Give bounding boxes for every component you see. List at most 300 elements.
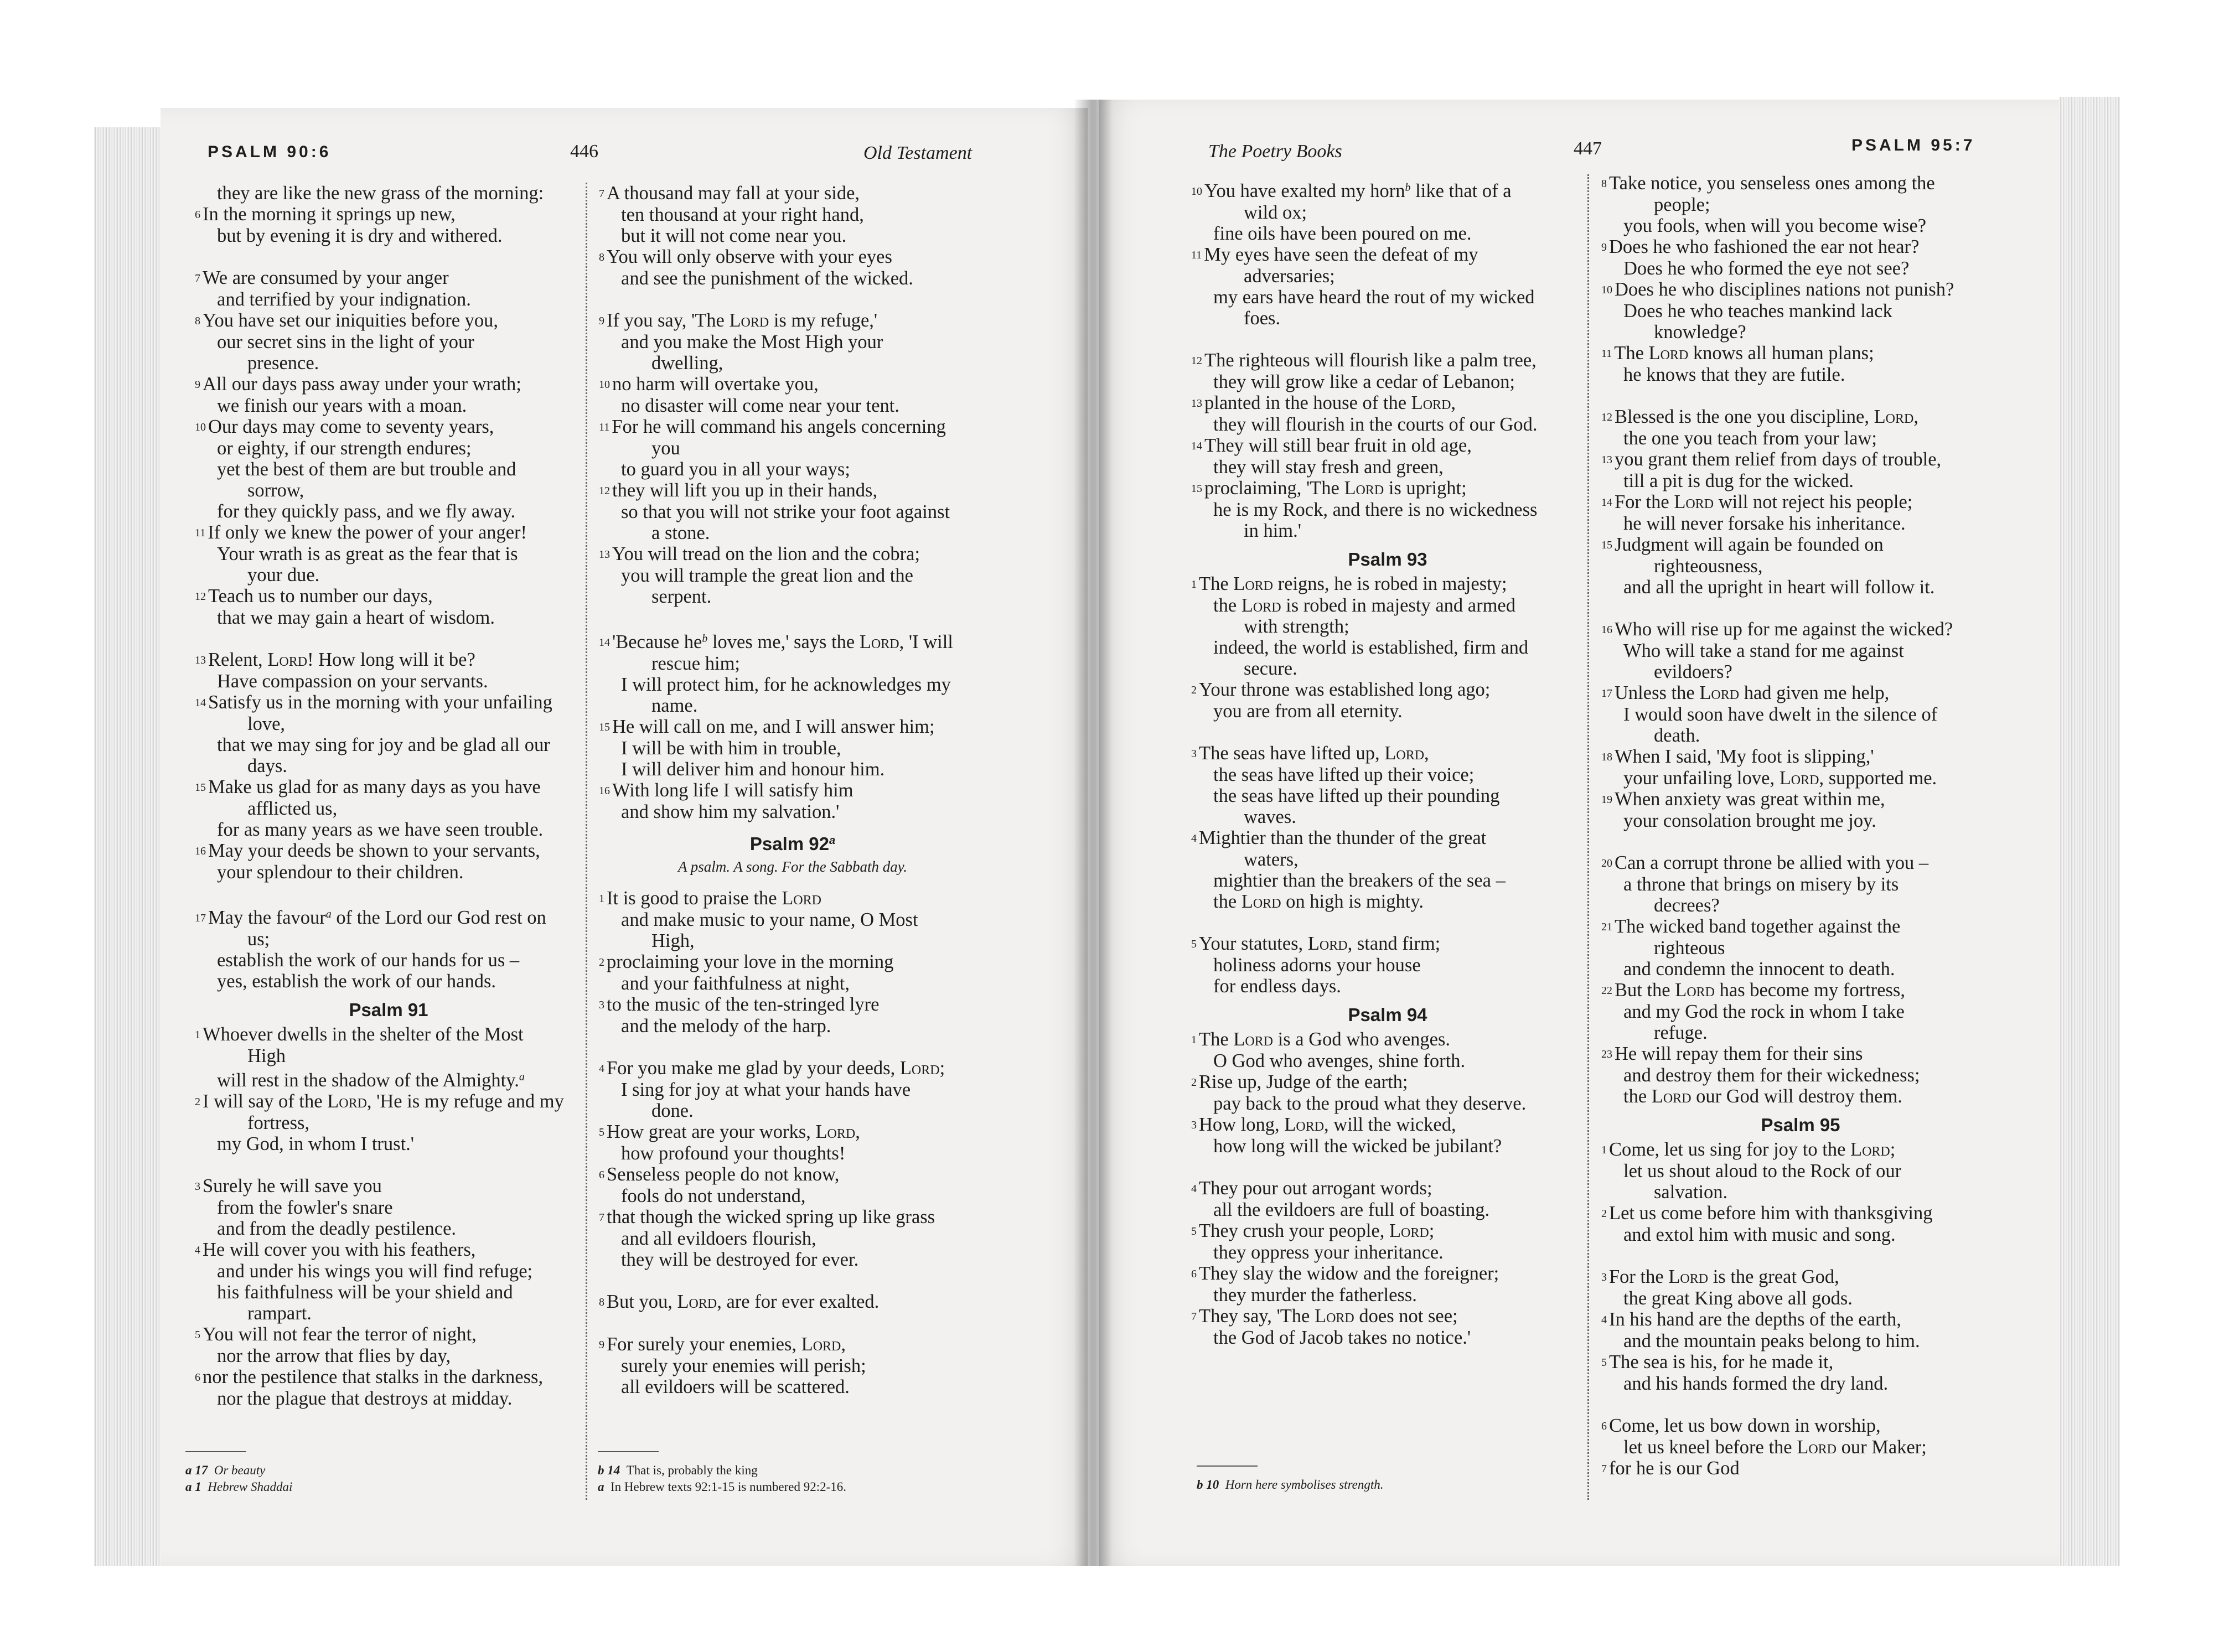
verse-line [1191,392,1584,414]
verse-line [195,565,582,586]
verse-line [1191,1199,1584,1220]
verse-line [1601,661,2000,682]
verse-line [195,332,582,353]
verse-line [1191,457,1584,478]
verse-line [195,713,582,734]
verse-text: they will flourish in the courts of our God. [1213,414,1538,435]
verse-line [599,1185,986,1206]
verse-text: and extol him with music and song. [1623,1224,1896,1245]
verse-text: I will deliver him and honour him. [621,759,885,780]
verse-number: 17 [195,912,206,924]
divine-name: Lord [1648,343,1689,364]
verse-text: He will cover you with his feathers, [203,1239,476,1260]
verse-line [1191,1071,1584,1093]
verse-text: a stone. [651,522,710,543]
verse-line [599,204,986,225]
verse-line [1191,478,1584,499]
verse-text: my God, in whom I trust.' [217,1133,415,1154]
divine-name: Lord [1307,933,1348,954]
verse-text: to the music of the ten-stringed lyre [607,994,880,1015]
verse-line [599,951,986,973]
verse-line [1191,1327,1584,1348]
verse-text: My eyes have seen the defeat of my [1204,244,1478,265]
verse-text: your due. [247,565,320,586]
verse-text: O God who avenges, shine forth. [1213,1050,1466,1071]
verse-text: for endless days. [1213,976,1341,997]
footnote-marker: a [829,835,836,847]
verse-text: mightier than the breakers of the sea – [1213,870,1506,891]
divine-name: Lord [729,310,769,331]
verse-line [195,289,582,310]
footnote-marker: b [702,633,708,645]
divine-name: Lord [1411,392,1451,413]
verse-number: 8 [599,251,604,263]
divine-name: Lord [1874,406,1914,427]
verse-line [1191,414,1584,435]
verse-line [195,840,582,862]
verse-line [599,888,986,909]
verse-text: your unfailing love, Lord, supported me. [1623,768,1937,789]
verse-number: 6 [1601,1420,1607,1432]
verse-text: Does he who fashioned the ear not hear? [1609,236,1920,257]
stanza-break [195,883,582,904]
verse-text: I sing for joy at what your hands have [621,1079,911,1100]
verse-text: It is good to praise the Lord [607,888,821,909]
verse-line [195,225,582,246]
verse-line [599,801,986,822]
verse-line [1601,1182,2000,1203]
divine-name: Lord [1389,1220,1429,1241]
verse-line [1191,350,1584,371]
verse-line [195,1024,582,1045]
verse-text: For the Lord will not reject his people; [1615,491,1913,512]
verse-text: for he is our God [1609,1458,1740,1479]
verse-text: the seas have lifted up their voice; [1213,764,1475,785]
right-page-column-2 [1601,173,2000,1479]
verse-number: 5 [1601,1356,1607,1369]
verse-text: they murder the fatherless. [1213,1285,1417,1306]
verse-number: 12 [195,591,206,603]
verse-number: 15 [195,781,206,794]
verse-line [599,1058,986,1079]
verse-text: fools do not understand, [621,1185,806,1206]
verse-text: For you make me glad by your deeds, Lord; [607,1058,945,1079]
stanza-break [1191,329,1584,350]
verse-text: Your statutes, Lord, stand firm; [1199,933,1441,954]
verse-number: 12 [1601,411,1612,423]
verse-text: You will not fear the terror of night, [203,1324,477,1345]
verse-number: 3 [599,999,604,1011]
verse-line [1191,223,1584,244]
verse-text: for they quickly pass, and we fly away. [217,501,516,522]
footnote-text: That is, probably the king [626,1463,758,1477]
verse-line [1601,556,2000,577]
verse-line [1601,1288,2000,1309]
verse-text: all evildoers will be scattered. [621,1376,850,1397]
left-page-column-2 [599,183,986,1397]
stanza-break [195,1154,582,1175]
verse-text: The seas have lifted up, Lord, [1199,743,1429,764]
column-divider-left [586,183,587,1500]
verse-line [1191,287,1584,308]
section-title-right: The Poetry Books [1208,141,1342,162]
footnote-text: Horn here symbolises strength. [1225,1478,1384,1492]
verse-text: The wicked band together against the [1615,916,1901,937]
verse-text: Whoever dwells in the shelter of the Most [203,1024,524,1045]
verse-line [599,1164,986,1185]
verse-line [195,459,582,480]
verse-text: When anxiety was great within me, [1615,789,1885,810]
verse-text: and my God the rock in whom I take [1623,1001,1905,1022]
verse-line [1601,852,2000,874]
stanza-break [599,1037,986,1058]
verse-text: Who will take a stand for me against [1623,640,1904,661]
verse-line [195,649,582,671]
verse-text: In the morning it springs up new, [203,204,456,225]
verse-line [1191,955,1584,976]
verse-line [1191,849,1584,870]
verse-line [1191,1136,1584,1157]
verse-line [599,653,986,674]
verse-text: they are like the new grass of the morning: [217,183,544,204]
verse-line [195,1282,582,1303]
verse-text: The righteous will flourish like a palm tree, [1204,350,1537,371]
verse-line [195,1112,582,1133]
verse-number: 3 [1601,1271,1607,1283]
verse-text: yet the best of them are but trouble and [217,459,516,480]
divine-name: Lord [899,1058,940,1079]
verse-text: knowledge? [1654,322,1746,343]
verse-text: righteousness, [1654,556,1763,577]
verse-number: 3 [1191,1119,1197,1131]
footnotes-right-col1 [1197,1465,1384,1493]
stanza-break [1601,1245,2000,1266]
verse-text: your consolation brought me joy. [1623,810,1876,831]
verse-line [195,692,582,713]
verse-text: you grant them relief from days of trouble, [1615,449,1942,470]
verse-number: 15 [1601,539,1612,551]
psalm-heading [1601,1114,2000,1137]
verse-text: refuge. [1654,1022,1708,1043]
verse-line [1601,1022,2000,1043]
verse-text: Our days may come to seventy years, [208,416,494,437]
stanza-break [599,289,986,310]
psalm-heading [1191,1003,1584,1027]
stanza-break [599,1270,986,1291]
verse-line [1601,874,2000,895]
verse-number: 16 [195,845,206,857]
verse-line [195,183,582,204]
verse-line [195,734,582,755]
section-title-left: Old Testament [863,143,972,163]
divine-name: Lord [1651,1086,1691,1107]
verse-text: May the favour [208,907,326,928]
verse-number: 13 [599,548,610,561]
verse-text: afflicted us, [247,798,338,819]
verse-line [1191,701,1584,722]
verse-text: you [651,438,680,459]
verse-text: done. [651,1100,694,1121]
verse-text: that though the wicked spring up like grass [607,1206,935,1228]
verse-text: and all evildoers flourish, [621,1228,816,1249]
verse-text: he will never forsake his inheritance. [1623,513,1906,534]
verse-line [195,1197,582,1218]
verse-number: 15 [599,721,610,733]
psalm-heading-text: Psalm 95 [1761,1115,1840,1135]
psalm-heading [599,829,986,856]
verse-line [1601,746,2000,768]
verse-line [599,543,986,565]
footnote-rule [598,1451,659,1452]
verse-line [599,1100,986,1121]
verse-text: serpent. [651,586,712,607]
verse-text: The Lord reigns, he is robed in majesty; [1199,573,1507,594]
verse-number: 14 [195,697,206,709]
verse-text: If you say, 'The Lord is my refuge,' [607,310,878,331]
divine-name: Lord [1779,768,1819,789]
verse-text: the seas have lifted up their pounding [1213,785,1500,806]
verse-line [195,862,582,883]
verse-text: the Lord on high is mighty. [1213,891,1424,912]
verse-text: Can a corrupt throne be allied with you – [1615,852,1929,873]
verse-line [1601,194,2000,215]
verse-text: our secret sins in the light of your [217,332,474,353]
verse-text: For surely your enemies, Lord, [607,1334,846,1355]
verse-line [1601,768,2000,789]
verse-text: death. [1654,725,1700,746]
verse-text: salvation. [1654,1182,1728,1203]
footnote-ref: b 14 [598,1463,620,1477]
verse-line [195,267,582,289]
verse-number: 1 [1601,1144,1607,1156]
verse-number: 13 [1191,397,1202,410]
footnote [1197,1477,1384,1493]
verse-number: 2 [1601,1208,1607,1220]
verse-number: 5 [1191,1225,1197,1237]
verse-line [1191,616,1584,637]
verse-number: 23 [1601,1048,1612,1060]
divine-name: Lord [1797,1437,1837,1458]
psalm-heading-text: Psalm 92 [749,833,829,854]
footnote [185,1462,292,1479]
verse-text: Make us glad for as many days as you have [208,776,541,797]
verse-number: 11 [1191,249,1202,261]
verse-text: the Lord our God will destroy them. [1623,1086,1902,1107]
stanza-break [599,1313,986,1334]
verse-text: Have compassion on your servants. [217,671,488,692]
verse-number: 1 [195,1029,200,1041]
verse-number: 7 [1191,1311,1197,1323]
verse-number: 2 [1191,684,1197,696]
verse-text: decrees? [1654,895,1720,916]
verse-text: and your faithfulness at night, [621,973,850,994]
verse-line [1601,1415,2000,1437]
verse-line [1601,534,2000,556]
verse-text: You have exalted my horn [1204,180,1405,201]
verse-text: Surely he will save you [203,1175,382,1197]
verse-text: You have set our iniquities before you, [203,310,499,331]
verse-line [1191,976,1584,997]
verse-line [599,973,986,994]
verse-text: till a pit is dug for the wicked. [1623,470,1854,491]
verse-number: 7 [1601,1463,1607,1475]
verse-text: a throne that brings on misery by its [1623,874,1899,895]
verse-line [1601,301,2000,322]
verse-text: and you make the Most High your [621,332,883,353]
verse-line [1191,1263,1584,1285]
verse-line [599,1249,986,1270]
verse-line [195,671,582,692]
verse-text: You will tread on the lion and the cobra; [612,543,920,565]
verse-line [1191,1029,1584,1050]
verse-line [599,353,986,374]
divine-name: Lord [1344,478,1384,499]
verse-text: When I said, 'My foot is slipping,' [1615,746,1874,767]
divine-name: Lord [1284,1114,1325,1135]
verse-text: nor the pestilence that stalks in the darkness, [203,1366,544,1387]
verse-text: presence. [247,353,319,374]
verse-line [195,438,582,459]
verse-number: 14 [599,636,610,649]
verse-text: Does he who teaches mankind lack [1623,301,1892,322]
verse-line [599,780,986,801]
verse-line [599,1016,986,1037]
left-page-edges [94,127,161,1566]
divine-name: Lord [1674,491,1714,512]
verse-text: Come, let us bow down in worship, [1609,1415,1881,1436]
verse-text: they will stay fresh and green, [1213,457,1444,478]
verse-text: They pour out arrogant words; [1199,1178,1432,1199]
verse-number: 16 [599,785,610,797]
verse-line [1601,810,2000,831]
verse-line [599,246,986,268]
verse-line [195,374,582,395]
verse-line [195,1091,582,1112]
verse-line [599,716,986,738]
verse-text: for as many years as we have seen trouble. [217,819,544,840]
verse-line [1601,279,2000,301]
verse-line [1191,595,1584,616]
verse-text: planted in the house of the Lord, [1204,392,1456,413]
stanza-break [1191,1157,1584,1178]
verse-line [1601,704,2000,725]
verse-line [1601,173,2000,194]
verse-text: righteous [1654,938,1725,959]
verse-number: 9 [1601,241,1607,253]
verse-text: so that you will not strike your foot against [621,501,950,522]
verse-line [195,819,582,840]
verse-line [1601,916,2000,938]
verse-text: How long, Lord, will the wicked, [1199,1114,1456,1135]
verse-number: 10 [1191,185,1202,198]
verse-line [1191,202,1584,223]
verse-text: evildoers? [1654,661,1732,682]
verse-line [1191,1242,1584,1263]
verse-text: and the melody of the harp. [621,1016,831,1037]
verse-text: For the Lord is the great God, [1609,1266,1839,1287]
verse-line [1191,743,1584,764]
divine-name: Lord [1241,891,1281,912]
verse-line [195,1366,582,1388]
divine-name: Lord [815,1121,856,1142]
divine-name: Lord [859,631,899,652]
verse-line [1601,343,2000,364]
verse-number: 1 [1191,578,1197,591]
verse-text: establish the work of our hands for us – [217,950,520,971]
verse-text: nor the plague that destroys at midday. [217,1388,513,1409]
verse-line [1191,371,1584,392]
psalm-heading-text: Psalm 94 [1348,1004,1427,1025]
verse-text: May your deeds be shown to your servants, [208,840,540,861]
verse-text: they will grow like a cedar of Lebanon; [1213,371,1515,392]
page-number-right: 447 [1574,138,1602,159]
verse-text: holiness adorns your house [1213,955,1421,976]
divine-name: Lord [327,1091,367,1112]
verse-line [599,1376,986,1397]
verse-text: Your wrath is as great as the fear that is [217,543,518,565]
verse-line [1601,959,2000,980]
footnotes-left-col1 [185,1451,292,1495]
verse-line [1601,406,2000,428]
verse-text: Relent, Lord! How long will it be? [208,649,475,670]
verse-text: If only we knew the power of your anger! [208,522,527,543]
verse-line [599,438,986,459]
verse-line [599,1121,986,1143]
verse-line [195,1345,582,1366]
verse-line [195,929,582,950]
verse-text: With long life I will satisfy him [612,780,853,801]
verse-line [195,522,582,543]
verse-text: indeed, the world is established, firm and [1213,637,1529,658]
verse-text: rescue him; [651,653,740,674]
footnote [185,1479,292,1495]
verse-text: waters, [1244,849,1299,870]
verse-line [1191,764,1584,785]
verse-text: The Lord is a God who avenges. [1199,1029,1451,1050]
verse-line [1191,679,1584,701]
verse-number: 8 [195,315,200,327]
verse-text: They slay the widow and the foreigner; [1199,1263,1499,1284]
verse-line [1601,513,2000,534]
verse-line [1191,573,1584,595]
stanza-break [1601,1394,2000,1415]
verse-text: Come, let us sing for joy to the Lord; [1609,1139,1896,1160]
verse-number: 18 [1601,751,1612,763]
verse-text: that we may sing for joy and be glad all our [217,734,550,755]
verse-text: to guard you in all your ways; [621,459,850,480]
verse-line [1191,806,1584,827]
verse-number: 15 [1191,483,1202,495]
verse-number: 7 [195,272,200,284]
verse-text: and show him my salvation.' [621,801,840,822]
verse-text: Your throne was established long ago; [1199,679,1491,700]
stanza-break [195,628,582,649]
stanza-break [599,607,986,628]
verse-text: They say, 'The Lord does not see; [1199,1306,1458,1327]
verse-line [1191,1093,1584,1114]
verse-line [599,674,986,695]
verse-number: 19 [1601,794,1612,806]
footnote-ref: b 10 [1197,1478,1219,1492]
verse-line [195,1239,582,1261]
verse-text: But the Lord has become my fortress, [1615,980,1905,1001]
verse-text: with strength; [1244,616,1349,637]
verse-number: 4 [195,1244,200,1256]
verse-line [1601,1043,2000,1065]
footnote-marker: a [519,1071,525,1083]
verse-line [599,1079,986,1100]
verse-number: 7 [599,188,604,200]
